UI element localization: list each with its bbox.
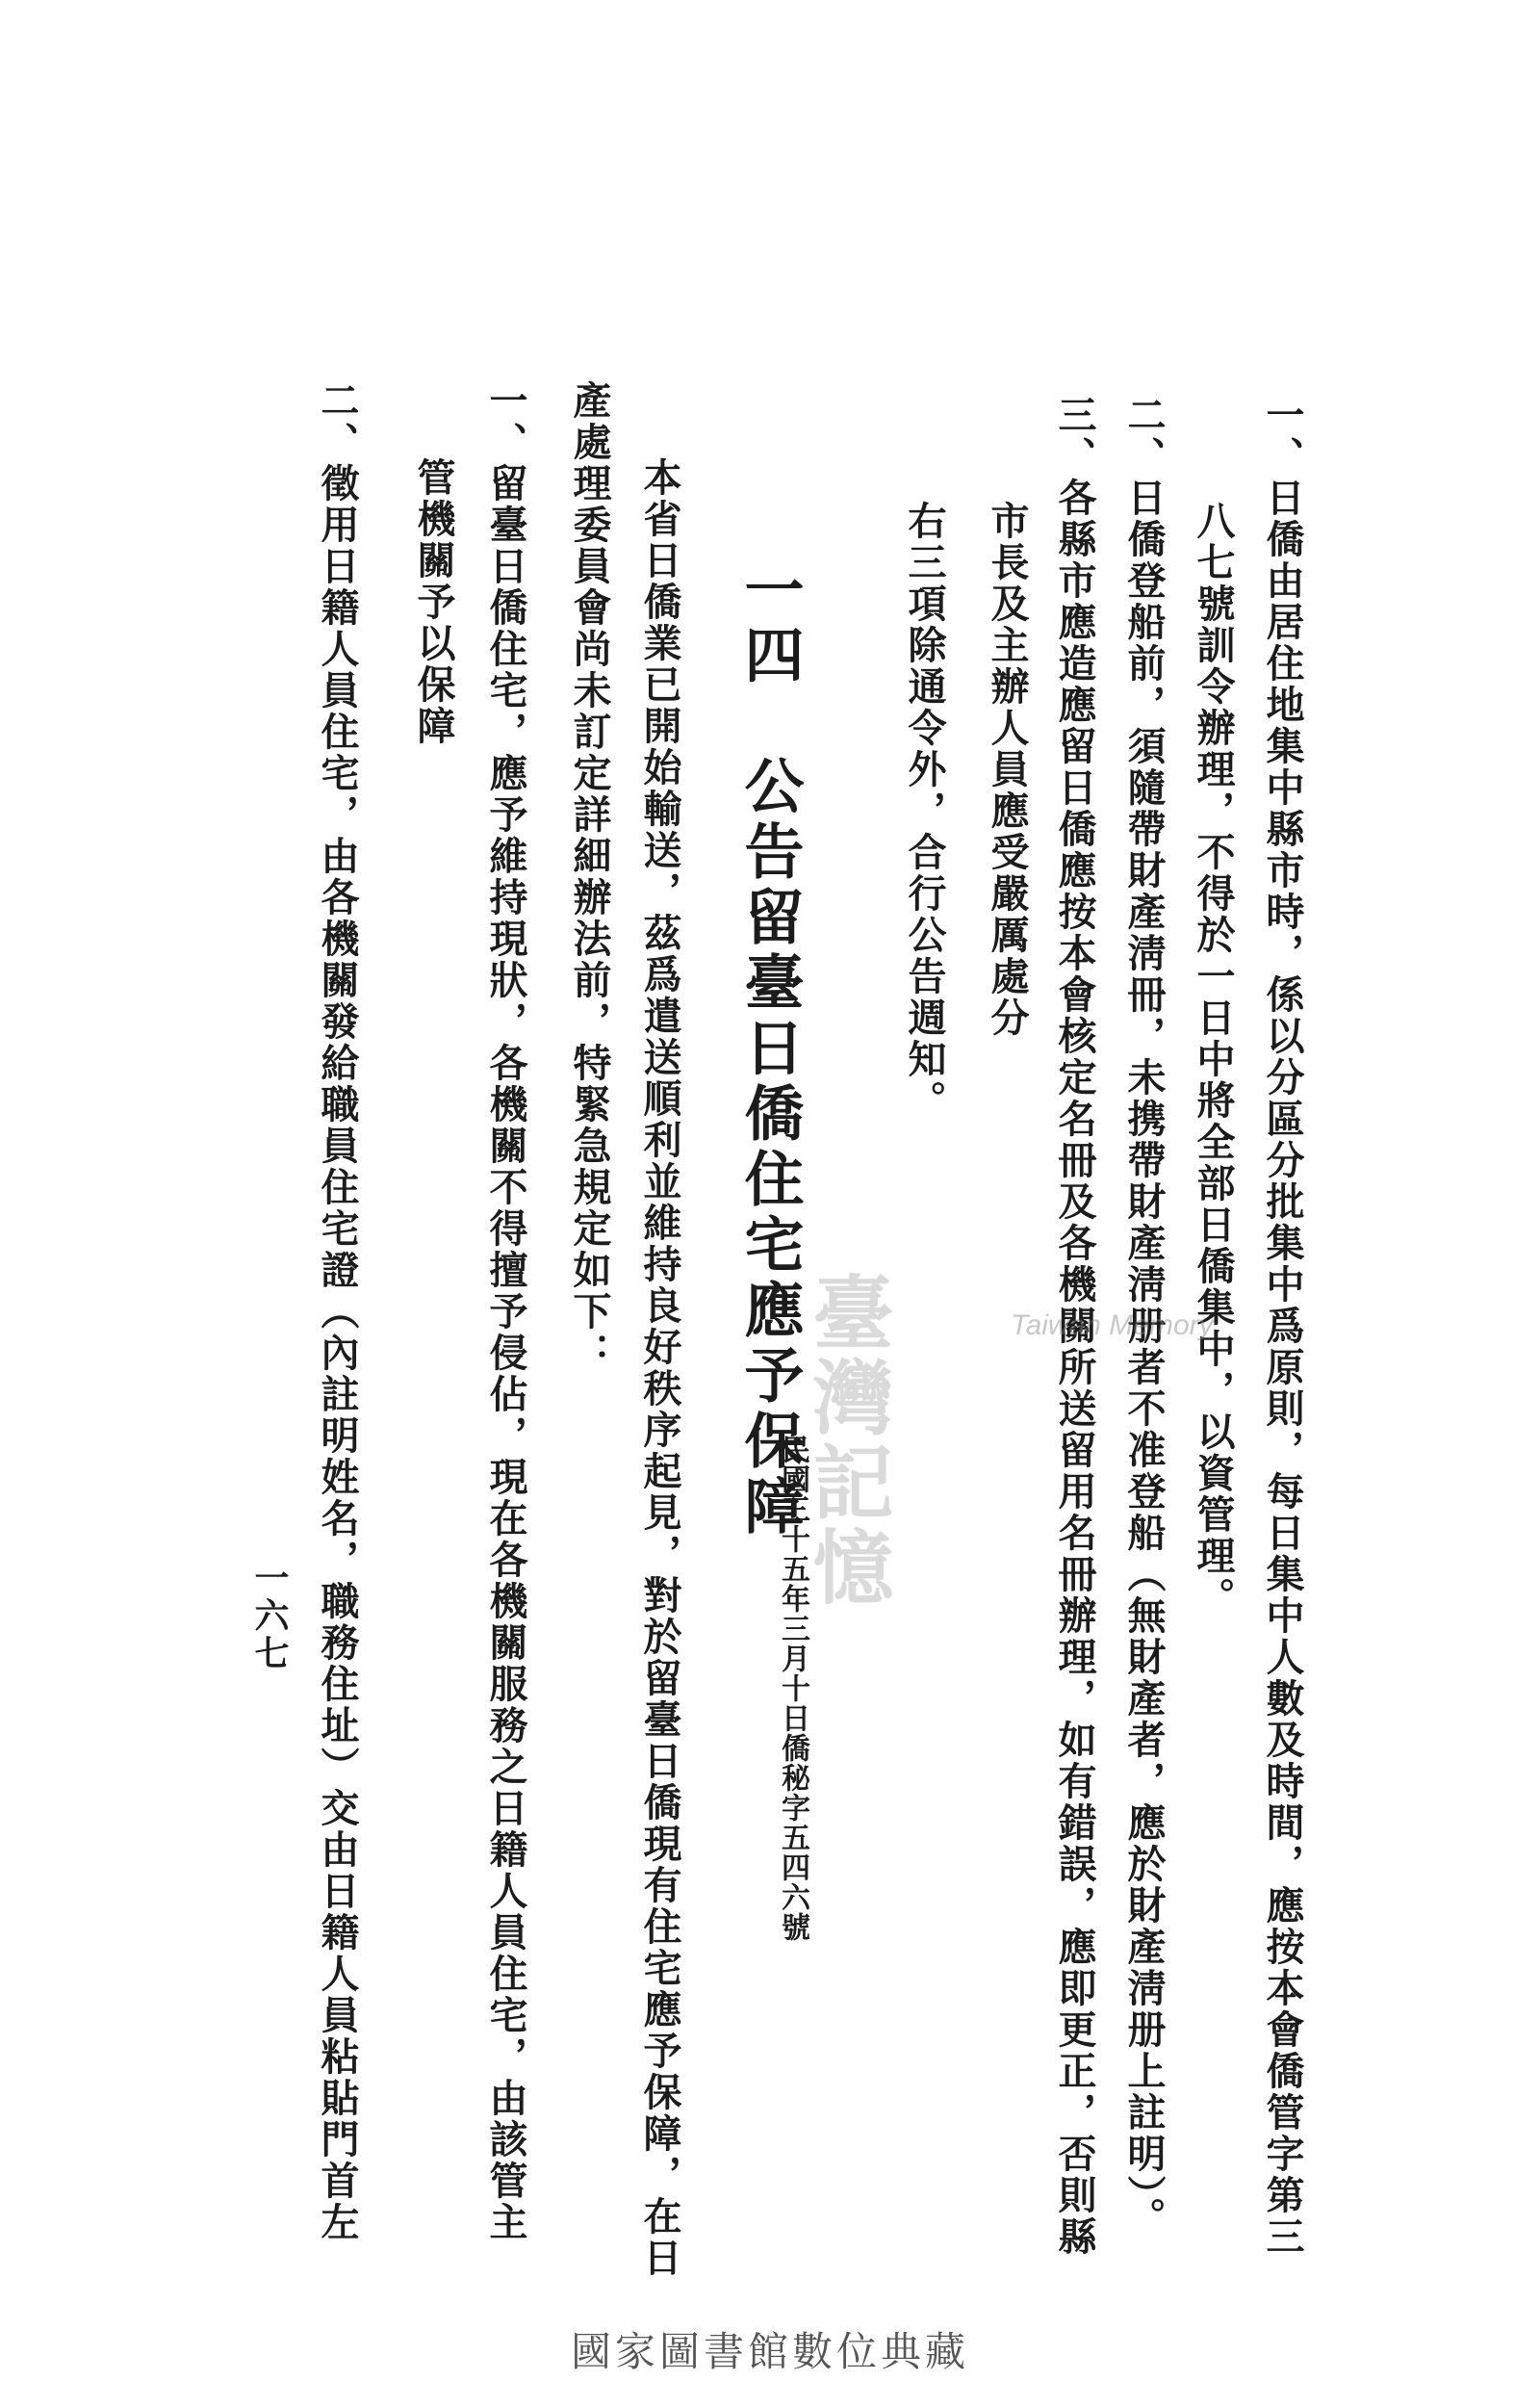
text-column-8: 產處理委員會尚未訂定詳細辦法前，特緊急規定如下：	[567, 380, 612, 1374]
watermark-subtitle: Taiwan Memory	[1011, 1309, 1214, 1341]
text-column-9: 一、留臺日僑住宅，應予維持現狀，各機關不得擅予侵佔，現在各機關服務之日籍人員住宅，由該管主	[483, 380, 528, 2243]
footer-caption: 國家圖書館數位典藏	[570, 2328, 969, 2375]
text-column-7: 本省日僑業已開始輸送，茲爲遣送順利並維持良好秩序起見，對於留臺日僑現有住宅應予保障，在日	[637, 457, 682, 2279]
section-reference: 民國三十五年三月十日僑秘字五四六號	[776, 1435, 809, 1942]
text-column-2: 八七號訓令辦理，不得於一日中將全部日僑集中，以資管理。	[1191, 501, 1236, 1618]
page-number: 一六七	[249, 1560, 290, 1672]
text-column-6: 右三項除通令外，合行公告週知。	[902, 501, 947, 1122]
watermark-logo: 臺灣記憶	[800, 1271, 895, 1610]
text-column-3: 二、日僑登船前，須隨帶財產淸冊，未携帶財產淸册者不准登船（無財產者，應於財產淸册上註明）。	[1121, 395, 1167, 2239]
text-column-4: 三、各縣市應造應留日僑應按本會核定名冊及各機關所送留用名冊辦理，如有錯誤，應即更正，否則縣	[1052, 395, 1097, 2258]
text-column-10: 管機關予以保障	[411, 457, 456, 747]
text-column-11: 二、徵用日籍人員住宅，由各機關發給職員住宅證（內註明姓名，職務住址）交由日籍人員粘貼門首左	[315, 380, 360, 2243]
text-column-5: 市長及主辦人員應受嚴厲處分	[985, 501, 1030, 1039]
text-column-1: 一、日僑由居住地集中縣市時，係以分區分批集中爲原則，每日集中人數及時間，應按本會僑管字第三	[1260, 395, 1305, 2258]
section-title: 一四 公告留臺日僑住宅應予保障	[734, 558, 805, 1540]
